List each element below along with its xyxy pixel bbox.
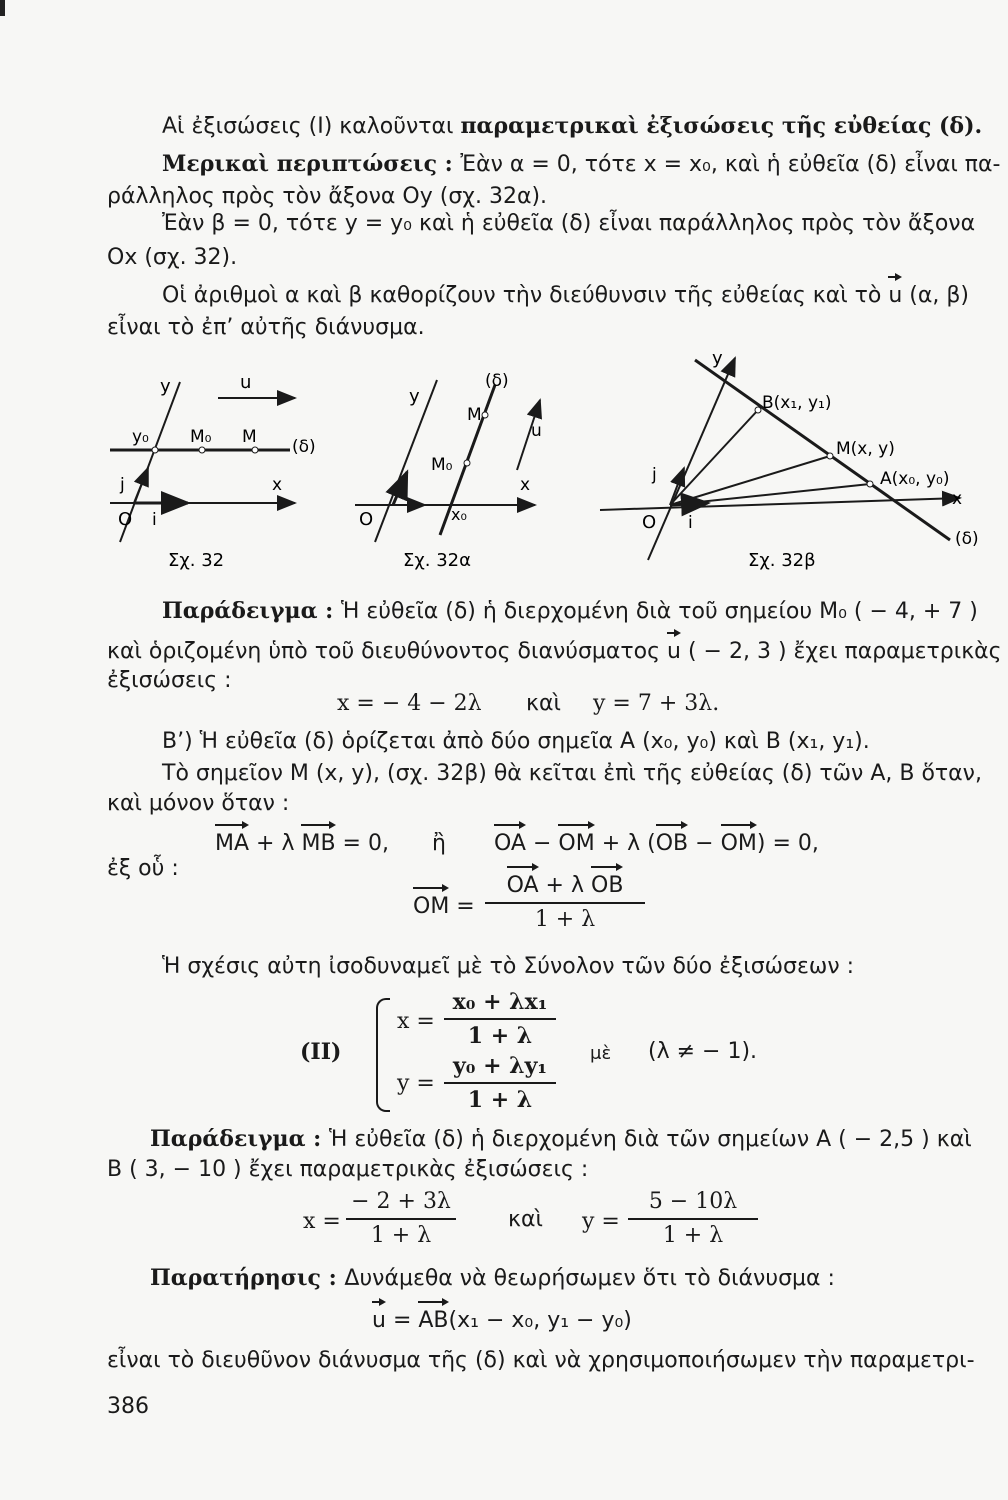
om-denominator: 1 + λ [534, 906, 596, 932]
condition-with: μὲ [590, 1043, 612, 1064]
label-B: B(x₁, y₁) [762, 393, 832, 413]
label-i: i [152, 510, 157, 530]
label-delta: (δ) [485, 371, 509, 391]
equation-OA-OM [494, 830, 819, 858]
point-y0 [152, 447, 158, 453]
system-y-fraction [444, 1052, 556, 1114]
text-run: (α, β) [902, 283, 969, 308]
text-run: καὶ ὁριζομένη ὑπὸ τοῦ διευθύνοντος διανύσματος [107, 639, 668, 664]
y-numerator: y₀ + λy₁ [452, 1053, 547, 1079]
om-fraction [485, 872, 645, 934]
example1-line-2 [107, 638, 1002, 666]
label-delta: (δ) [292, 437, 316, 457]
text-line-3: ράλληλος πρὸς τὸν ἄξονα Oy (σχ. 32α). [107, 184, 548, 209]
x-denominator: 1 + λ [467, 1022, 533, 1049]
point-M0 [464, 460, 470, 466]
equation-MA-MB [215, 830, 389, 858]
label-y: y [712, 348, 723, 369]
system-x-fraction [444, 988, 556, 1050]
example1-line-1 [162, 597, 978, 626]
vector-u: u [888, 283, 903, 308]
eq-text: + λ [538, 873, 591, 898]
example2-line-1 [150, 1125, 972, 1154]
label-delta: (δ) [955, 529, 979, 549]
point-M [252, 447, 258, 453]
bold-term: παραμετρικαὶ ἐξισώσεις τῆς εὐθείας (δ). [460, 113, 983, 139]
example1-eq-x: x = − 4 − 2λ [337, 691, 482, 716]
remark-line-1 [150, 1264, 835, 1293]
partB-line-3: καὶ μόνον ὅταν : [107, 791, 290, 816]
x-numerator: − 2 + 3λ [351, 1189, 451, 1214]
label-x0: x₀ [451, 505, 467, 524]
vector-u: u [667, 639, 681, 664]
label-A: A(x₀, y₀) [880, 469, 950, 489]
example1-eq-and: καὶ [526, 691, 561, 716]
text-line-7: εἶναι τὸ ἐπ’ αὐτῆς διάνυσμα. [107, 315, 425, 340]
y-axis [375, 380, 437, 542]
vector-OM: OM [413, 894, 450, 919]
example2-x-fraction [346, 1188, 456, 1250]
vector-OB: OB [655, 831, 689, 856]
label-M0: M₀ [431, 455, 453, 475]
system-label: (ΙΙ) [300, 1039, 342, 1065]
label-O: O [118, 509, 133, 530]
line-delta [695, 360, 950, 540]
example1-line-3: ἐξισώσεις : [107, 668, 232, 693]
text-line-1 [162, 112, 982, 141]
label-u: u [531, 421, 542, 441]
figure-32a [345, 360, 575, 575]
example2-x-lhs: x = [303, 1209, 341, 1234]
caption-32b: Σχ. 32β [748, 550, 816, 571]
eq-text: = [385, 1308, 419, 1333]
label-M: M [242, 427, 257, 447]
vector-OA: OA [506, 873, 539, 898]
page-number: 386 [107, 1394, 149, 1419]
text-line-2 [162, 150, 1000, 179]
eq-text: − [525, 831, 559, 856]
om-numerator [485, 872, 645, 900]
vector-OA: OA [494, 831, 526, 856]
vector-u: u [372, 1308, 386, 1333]
text-run: ( − 2, 3 ) ἔχει παραμετρικὰς [680, 639, 1002, 664]
eq-text: + λ ( [594, 831, 656, 856]
text-run: Ἡ εὐθεῖα (δ) ἡ διερχομένη διὰ τῶν σημείων A ( − 2,5 ) καὶ [328, 1127, 972, 1152]
label-y: y [409, 386, 420, 407]
example-label: Παράδειγμα : [150, 1126, 329, 1152]
text-line-5: Ox (σχ. 32). [107, 245, 238, 270]
label-M: M [467, 405, 482, 425]
fraction-bar [444, 1018, 556, 1020]
caption-32a: Σχ. 32α [403, 550, 471, 571]
label-y0: y₀ [132, 427, 149, 447]
label-j: j [652, 465, 657, 485]
figure-32 [100, 360, 340, 575]
fraction-bar [628, 1218, 758, 1220]
example-label: Παράδειγμα : [162, 598, 341, 624]
example2-y-lhs: y = [582, 1209, 620, 1234]
section-heading: Μερικαὶ περιπτώσεις : [162, 151, 461, 177]
example1-eq-y: y = 7 + 3λ. [593, 691, 720, 716]
eq-text: − [688, 831, 721, 856]
label-j: j [120, 475, 125, 495]
y-numerator: 5 − 10λ [648, 1189, 738, 1214]
text-run: Δυνάμεθα νὰ θεωρήσωμεν ὅτι τὸ διάνυσμα : [344, 1266, 835, 1291]
point-A [867, 481, 873, 487]
vector-MB: MB [301, 831, 336, 856]
label-M0: M₀ [190, 427, 212, 447]
text-run: Ἡ εὐθεῖα (δ) ἡ διερχομένη διὰ τοῦ σημείου M₀ ( − 4, + 7 ) [340, 599, 978, 624]
om-lhs [413, 893, 475, 921]
y-denominator: 1 + λ [467, 1086, 533, 1113]
point-B [755, 407, 761, 413]
label-u: u [240, 372, 252, 393]
vector-j-arrow [670, 468, 684, 505]
x-numerator: x₀ + λx₁ [452, 989, 548, 1015]
text-line-4: Ἐὰν β = 0, τότε y = y₀ καὶ ἡ εὐθεῖα (δ) εἶναι παράλληλος πρὸς τὸν ἄξονα [162, 211, 976, 236]
vector-i-arrow [670, 503, 708, 505]
page-corner-mark [0, 0, 5, 16]
eq-text: (x₁ − x₀, y₁ − y₀) [448, 1308, 632, 1333]
partB-line-1: Β’) Ἡ εὐθεῖα (δ) ὁρίζεται ἀπὸ δύο σημεῖα A (x₀, y₀) καὶ B (x₁, y₁). [162, 729, 870, 754]
partB-line-2: Τὸ σημεῖον M (x, y), (σχ. 32β) θὰ κεῖται ἐπὶ τῆς εὐθείας (δ) τῶν A, B ὅταν, [162, 761, 982, 786]
vector-OM: OM [558, 831, 595, 856]
vector-OB: OB [591, 873, 624, 898]
point-M [827, 453, 833, 459]
label-O: O [642, 512, 657, 533]
text-run: Αἱ ἐξισώσεις (Ι) καλοῦνται [162, 114, 461, 139]
eq-text: = 0, [335, 831, 389, 856]
label-x: x [272, 475, 283, 495]
vector-MA: MA [215, 831, 250, 856]
point-M0 [199, 447, 205, 453]
text-run: Ἐὰν α = 0, τότε x = x₀, καὶ ἡ εὐθεῖα (δ) εἶναι πα- [460, 152, 1001, 177]
or-word: ἢ [432, 831, 446, 856]
label-O: O [359, 509, 374, 530]
vector-AB: AB [418, 1308, 449, 1333]
eq-text: ) = 0, [756, 831, 819, 856]
remark-line-2: εἶναι τὸ διευθῦνον διάνυσμα τῆς (δ) καὶ νὰ χρησιμοποιήσωμεν τὴν παραμετρι- [107, 1348, 975, 1373]
label-x: x [520, 475, 531, 495]
partB-line-4: Ἡ σχέσις αὐτη ἰσοδυναμεῖ μὲ τὸ Σύνολον τῶν δύο ἐξισώσεων : [162, 954, 855, 979]
text-run: Οἱ ἀριθμοὶ α καὶ β καθορίζουν τὴν διεύθυνσιν τῆς εὐθείας καὶ τὸ [162, 283, 889, 308]
remark-equation [372, 1307, 632, 1335]
label-i: i [688, 513, 693, 533]
whence-label: ἐξ οὗ : [107, 856, 179, 881]
vector-OM: OM [720, 831, 757, 856]
example2-line-2: B ( 3, − 10 ) ἔχει παραμετρικὰς ἐξισώσεις : [107, 1157, 589, 1182]
system-y-lhs: y = [397, 1071, 435, 1096]
text-line-6 [162, 282, 969, 310]
system-x-lhs: x = [397, 1009, 435, 1034]
fraction-bar [346, 1218, 456, 1220]
example2-y-fraction [628, 1188, 758, 1250]
eq-text: + λ [249, 831, 302, 856]
vector-j-arrow [134, 468, 148, 503]
label-x: x [952, 489, 963, 509]
system-brace [376, 998, 390, 1112]
fraction-bar [444, 1082, 556, 1084]
figure-32b [590, 340, 1000, 580]
condition: (λ ≠ − 1). [648, 1039, 758, 1064]
point-M [482, 412, 488, 418]
eq-text: = [449, 894, 475, 919]
remark-label: Παρατήρησις : [150, 1265, 345, 1291]
example2-and: καὶ [508, 1207, 543, 1232]
label-M: M(x, y) [836, 439, 895, 459]
y-denominator: 1 + λ [662, 1222, 724, 1248]
fraction-bar [485, 902, 645, 904]
x-denominator: 1 + λ [370, 1222, 432, 1248]
label-y: y [160, 376, 171, 397]
caption-32: Σχ. 32 [168, 550, 225, 571]
